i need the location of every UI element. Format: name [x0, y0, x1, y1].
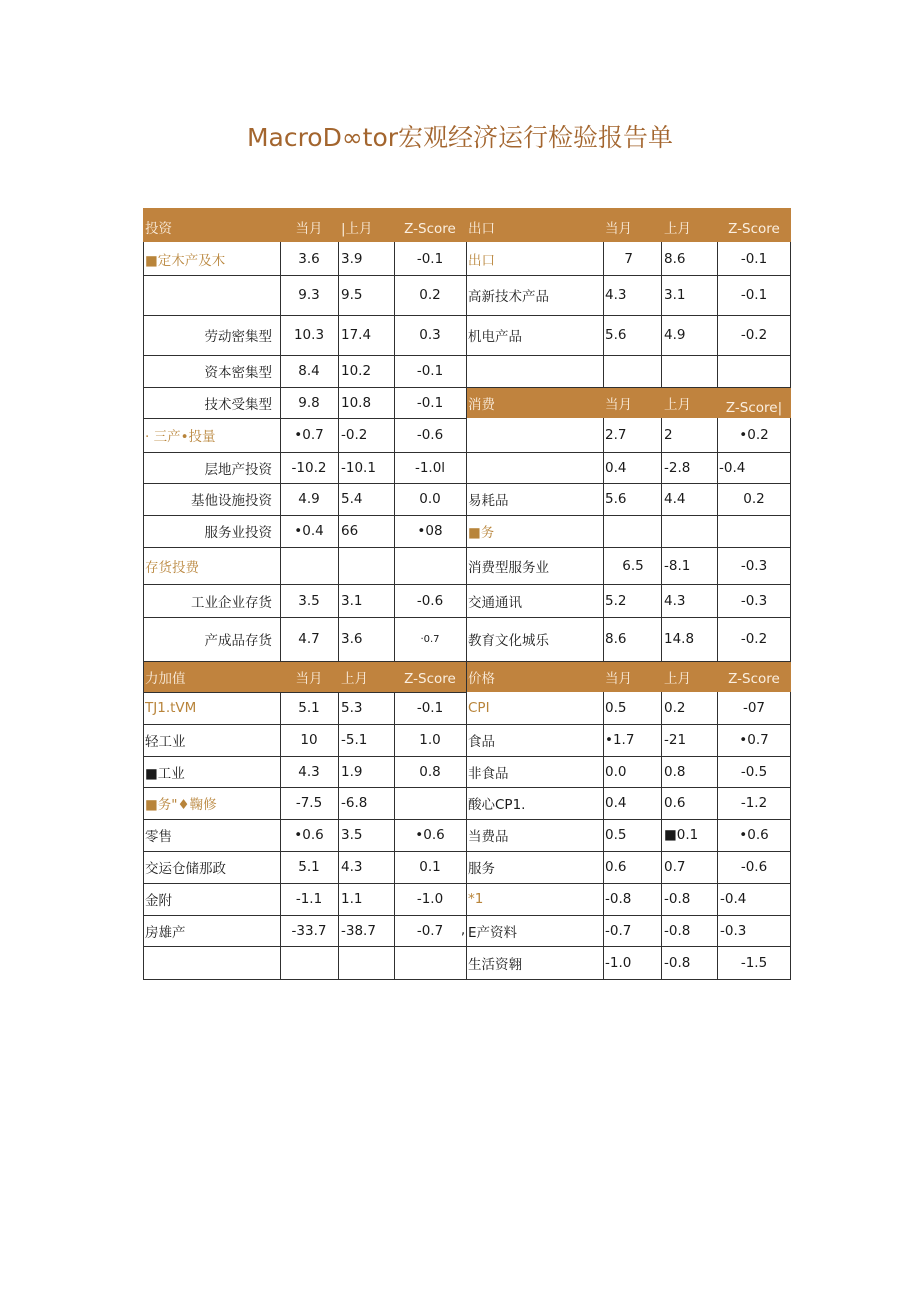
grid-line: [466, 355, 791, 356]
previous-value: -0.8: [664, 954, 691, 971]
zscore-value: 0.3: [419, 327, 441, 343]
previous-value: 1.9: [341, 763, 363, 780]
grid-line: [466, 387, 791, 388]
header-row-invest-export: [143, 208, 791, 242]
current-value: 0.5: [605, 827, 627, 843]
grid-line: [717, 242, 718, 387]
table-row: [143, 452, 791, 483]
grid-line: [466, 883, 791, 884]
previous-value: -0.2: [341, 427, 368, 443]
col-current: 当月: [605, 396, 632, 413]
zscore-value: ·0.7: [420, 633, 440, 645]
row-label: 当费品: [468, 829, 509, 845]
previous-value: 10.2: [341, 363, 372, 379]
grid-line: [143, 515, 466, 516]
row-label: 层地产投资: [204, 461, 272, 478]
current-value: -7.5: [295, 795, 323, 811]
zscore-value: -0.1: [740, 287, 768, 303]
current-value: 3.5: [298, 592, 320, 609]
previous-value: -38.7: [341, 922, 376, 939]
zscore-value: 0.2: [743, 491, 765, 507]
current-value: 5.1: [298, 859, 320, 875]
table-row: [143, 315, 791, 355]
zscore-value: •08: [417, 523, 443, 539]
grid-line: [143, 915, 466, 916]
current-value: -10.2: [291, 459, 327, 476]
table-row: [143, 617, 791, 661]
grid-line: [466, 547, 791, 548]
previous-value: 5.3: [341, 700, 363, 716]
zscore-value: -1.0l: [414, 459, 446, 476]
grid-line: [143, 756, 466, 757]
col-current: 当月: [605, 671, 632, 687]
table-row: [143, 819, 791, 851]
zscore-value: -0.3: [740, 557, 768, 574]
zscore-value: -0.4: [720, 891, 747, 907]
row-label: 服务: [468, 861, 495, 877]
current-value: 5.2: [605, 592, 627, 609]
export-header: 出口: [468, 221, 495, 237]
current-value: 4.7: [298, 631, 320, 647]
previous-value: 3.6: [341, 631, 363, 647]
previous-value: 10.8: [341, 394, 372, 411]
current-value: 0.4: [605, 795, 627, 811]
previous-value: 17.4: [341, 327, 372, 343]
grid-line: [143, 851, 466, 852]
col-previous: 上月: [664, 396, 691, 413]
grid-line: [466, 515, 791, 516]
grid-line: [143, 617, 466, 618]
grid-line: [338, 692, 339, 979]
row-label: 交通通讯: [468, 594, 522, 611]
grid-line: [143, 275, 466, 276]
previous-value: -21: [664, 732, 687, 748]
current-value: 8.6: [605, 631, 627, 647]
value-added-header: 力加值: [145, 671, 186, 687]
current-value: 4.9: [298, 491, 320, 507]
previous-value: -5.1: [341, 732, 368, 748]
table-row: [143, 946, 791, 979]
table-row: [143, 787, 791, 819]
row-label: 酸心CP1.: [468, 797, 526, 813]
zscore-value: -1.0: [416, 891, 444, 907]
header-row-value-price: [143, 661, 791, 692]
zscore-value: •0.6: [739, 827, 769, 843]
table-row: [143, 242, 791, 275]
zscore-value: [394, 787, 466, 819]
col-zscore: Z-Score: [404, 221, 456, 237]
row-label: 交运仓储那政: [145, 861, 226, 877]
row-label: 工业企业存货: [191, 594, 272, 611]
zscore-value: •0.6: [415, 827, 445, 843]
current-value: -1.0: [605, 954, 632, 971]
grid-line: [603, 692, 604, 979]
current-value: 6.5: [622, 557, 644, 574]
row-label: 基他设施投资: [191, 493, 272, 509]
zscore-value: -1.5: [740, 954, 768, 971]
grid-line: [143, 979, 466, 980]
grid-line: [717, 692, 718, 979]
current-value: 0.0: [605, 763, 627, 780]
page-title: MacroD∞tor宏观经济运行检验报告单: [246, 123, 674, 152]
current-value: -0.8: [605, 891, 632, 907]
grid-line: [466, 315, 791, 316]
zscore-value: -0.7: [416, 922, 444, 939]
current-value: -1.1: [295, 891, 323, 907]
current-value: 10: [300, 732, 318, 748]
row-label: 技术受集型: [204, 396, 272, 413]
row-label: CPI: [468, 700, 490, 716]
previous-value: 5.4: [341, 491, 363, 507]
row-label: ■务"♦鞠修: [145, 797, 217, 813]
price-header: 价格: [468, 671, 495, 687]
zscore-value: -0.6: [416, 592, 444, 609]
grid-line: [790, 418, 791, 661]
table-row: [143, 915, 791, 946]
invest-header: 投资: [145, 221, 172, 237]
table-row: [143, 724, 791, 756]
previous-value: 0.6: [664, 795, 686, 811]
row-label: [143, 275, 280, 315]
current-value: •1.7: [605, 732, 635, 748]
previous-value: 3.1: [664, 287, 686, 303]
table-row: [143, 547, 791, 584]
row-label: 消费型服务业: [468, 559, 549, 576]
grid-line: [661, 692, 662, 979]
grid-line: [661, 242, 662, 387]
current-value: 5.6: [605, 491, 627, 507]
previous-value: 4.3: [664, 592, 686, 609]
zscore-value: 0.2: [419, 287, 441, 303]
grid-line: [143, 724, 466, 725]
grid-line: [466, 483, 791, 484]
current-value: •0.4: [294, 523, 324, 539]
grid-line: [603, 242, 604, 387]
grid-line: [143, 355, 466, 356]
row-label: TJ1.tVM: [145, 700, 197, 716]
grid-line: [466, 724, 791, 725]
table-row: [143, 851, 791, 883]
row-label: 生活资翱: [468, 956, 522, 973]
grid-line: [466, 242, 467, 979]
row-label: ■务: [468, 525, 495, 541]
zscore-value: 1.0: [419, 732, 441, 748]
zscore-value: -0.5: [740, 763, 768, 780]
previous-value: 8.6: [664, 250, 686, 267]
table-row: [143, 418, 791, 452]
current-value: 4.3: [605, 287, 627, 303]
current-value: 10.3: [293, 327, 325, 343]
row-label: 教育文化城乐: [468, 633, 549, 649]
row-label: 轻工业: [145, 734, 186, 750]
zscore-value: -0.1: [416, 700, 444, 716]
previous-value: 0.2: [664, 700, 686, 716]
grid-line: [466, 275, 791, 276]
zscore-value: -0.1: [740, 250, 768, 267]
row-label: 劳动密集型: [204, 329, 272, 345]
row-label: [466, 452, 603, 483]
grid-line: [790, 242, 791, 387]
table-row: [143, 584, 791, 617]
zscore-value: -0.1: [416, 363, 444, 379]
row-label: [466, 418, 603, 452]
grid-line: [394, 242, 395, 661]
col-previous: 上月: [341, 671, 368, 687]
col-zscore: Z-Score|: [725, 400, 783, 416]
current-value: 5.6: [605, 327, 627, 343]
previous-value: 3.5: [341, 827, 363, 843]
row-label: 资本密集型: [204, 365, 272, 381]
zscore-value: •0.7: [739, 732, 769, 748]
grid-line: [143, 418, 466, 419]
zscore-value: -0.3: [740, 592, 768, 609]
row-label: ■定木产及木: [145, 252, 226, 269]
grid-line: [143, 547, 466, 548]
previous-value: 4.3: [341, 859, 363, 875]
grid-line: [466, 819, 791, 820]
col-zscore: Z-Score: [728, 221, 780, 237]
previous-value: -8.1: [664, 557, 691, 574]
grid-line: [466, 946, 791, 947]
zscore-value: 0.8: [419, 763, 441, 780]
col-previous: |上月: [341, 221, 373, 237]
current-value: 0.6: [605, 859, 627, 875]
stray-comma: ,: [461, 923, 466, 938]
previous-value: 2: [664, 427, 673, 443]
row-label: 零售: [145, 829, 172, 845]
grid-line: [143, 692, 466, 693]
zscore-value: -1.2: [740, 795, 768, 811]
table-row: [143, 756, 791, 787]
grid-line: [143, 787, 466, 788]
previous-value: 1.1: [341, 891, 363, 907]
table-row: [143, 515, 791, 547]
grid-line: [143, 483, 466, 484]
current-value: 9.3: [298, 287, 320, 303]
current-value: 7: [624, 250, 633, 267]
previous-value: -2.8: [664, 459, 691, 476]
grid-line: [394, 692, 395, 979]
col-current: 当月: [605, 221, 632, 237]
grid-line: [603, 418, 604, 661]
row-label: 房雄产: [145, 924, 186, 941]
table-row: [143, 483, 791, 515]
current-value: 0.4: [605, 459, 627, 476]
previous-value: -0.8: [664, 922, 691, 939]
grid-line: [143, 387, 466, 388]
zscore-value: •0.2: [739, 427, 769, 443]
grid-line: [143, 242, 144, 979]
current-value: 4.3: [298, 763, 320, 780]
row-label: 服务业投资: [204, 525, 272, 541]
col-previous: 上月: [664, 671, 691, 687]
grid-line: [790, 692, 791, 979]
grid-line: [466, 661, 791, 662]
col-current: 当月: [295, 671, 323, 687]
row-label: *1: [468, 891, 484, 907]
row-label: 食品: [468, 734, 495, 750]
previous-value: ■0.1: [664, 827, 699, 843]
grid-line: [280, 242, 281, 661]
grid-line: [466, 756, 791, 757]
grid-line: [466, 617, 791, 618]
row-label: [143, 946, 280, 979]
previous-value: 0.8: [664, 763, 686, 780]
zscore-value: -0.2: [740, 631, 768, 647]
col-previous: 上月: [664, 221, 691, 237]
zscore-value: -0.1: [416, 394, 444, 411]
inventory-label: 存货投费: [145, 559, 199, 576]
previous-value: -10.1: [341, 459, 376, 476]
zscore-value: -0.6: [416, 427, 444, 443]
row-label: 金附: [145, 893, 172, 909]
previous-value: 14.8: [664, 631, 695, 647]
previous-value: 3.1: [341, 592, 363, 609]
grid-line: [466, 915, 791, 916]
previous-value: 3.9: [341, 250, 363, 267]
previous-value: 4.4: [664, 491, 686, 507]
row-label: 高新技术产品: [468, 289, 549, 305]
grid-line: [280, 692, 281, 979]
grid-line: [466, 851, 791, 852]
grid-line: [143, 452, 466, 453]
table-row: [143, 692, 791, 724]
current-value: 5.1: [298, 700, 320, 716]
row-label: 产成品存货: [204, 633, 272, 649]
grid-line: [717, 418, 718, 661]
zscore-value: -0.2: [740, 327, 768, 343]
grid-line: [466, 452, 791, 453]
grid-line: [143, 883, 466, 884]
grid-line: [466, 584, 791, 585]
zscore-value: -0.6: [740, 859, 768, 875]
report-table: [143, 208, 791, 979]
grid-line: [143, 584, 466, 585]
previous-value: -0.8: [664, 891, 691, 907]
current-value: 9.8: [298, 394, 320, 411]
grid-line: [466, 979, 791, 980]
grid-line: [143, 315, 466, 316]
grid-line: [143, 661, 466, 662]
previous-value: -6.8: [341, 795, 368, 811]
grid-line: [661, 418, 662, 661]
zscore-value: -07: [742, 700, 766, 716]
zscore-value: -0.1: [416, 250, 444, 267]
table-row: [143, 387, 791, 418]
current-value: •0.6: [294, 827, 324, 843]
consume-header: 消费: [468, 396, 495, 413]
current-value: 3.6: [298, 250, 320, 267]
current-value: 0.5: [605, 700, 627, 716]
col-zscore: Z-Score: [728, 671, 780, 687]
row-label: E产资料: [468, 924, 518, 941]
grid-line: [338, 242, 339, 661]
row-label: 非食品: [468, 765, 509, 782]
row-label: ■工业: [145, 765, 185, 782]
grid-line: [466, 787, 791, 788]
previous-value: 9.5: [341, 287, 363, 303]
zscore-value: -0.4: [719, 459, 746, 476]
row-label: · 三产•投量: [145, 429, 216, 445]
zscore-value: -0.3: [720, 922, 747, 939]
grid-line: [143, 946, 466, 947]
previous-value: 0.7: [664, 859, 686, 875]
col-current: 当月: [295, 221, 323, 237]
table-row: [143, 275, 791, 315]
current-value: -33.7: [291, 922, 327, 939]
row-label: 易耗品: [468, 493, 509, 509]
table-row: [143, 883, 791, 915]
grid-line: [143, 819, 466, 820]
row-label: 出口: [468, 252, 495, 269]
zscore-value: 0.1: [419, 859, 441, 875]
current-value: •0.7: [294, 427, 324, 443]
current-value: 2.7: [605, 427, 627, 443]
previous-value: 66: [341, 523, 359, 539]
current-value: 8.4: [298, 363, 320, 379]
table-row: [143, 355, 791, 387]
previous-value: 4.9: [664, 327, 686, 343]
col-zscore: Z-Score: [404, 671, 456, 687]
zscore-value: 0.0: [419, 491, 441, 507]
row-label: 机电产品: [468, 329, 522, 345]
current-value: -0.7: [605, 922, 632, 939]
